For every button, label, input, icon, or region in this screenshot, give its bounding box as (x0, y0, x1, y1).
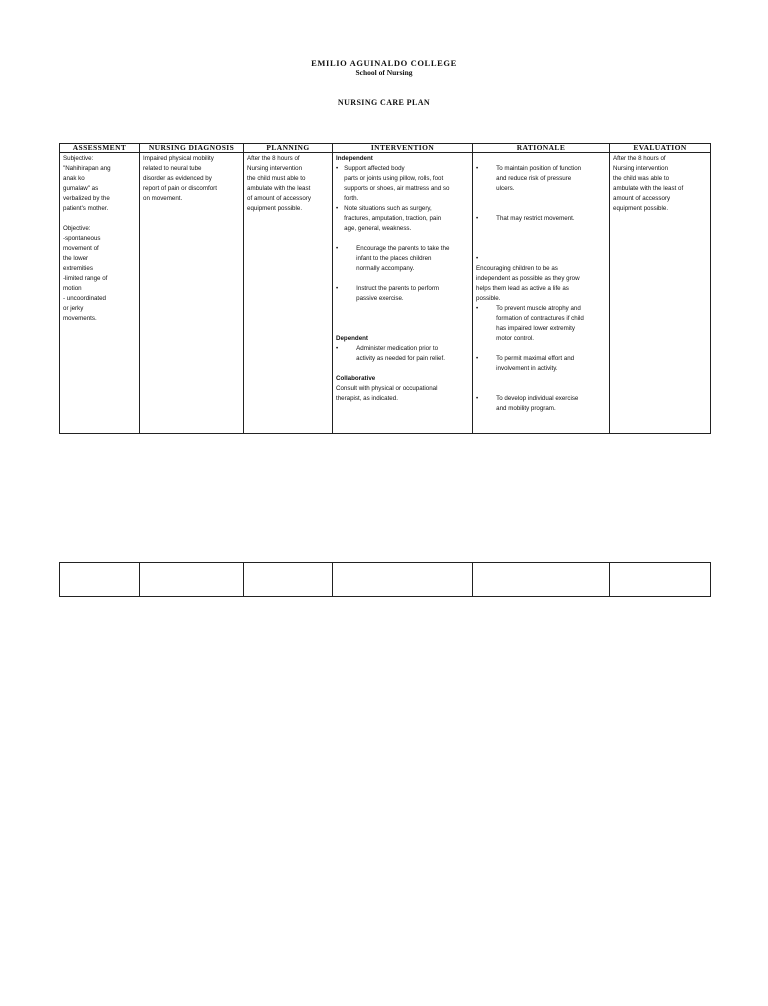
blank-cell (333, 563, 473, 597)
text-line: After the 8 hours of (247, 155, 300, 162)
evaluation-text (613, 154, 707, 214)
text-line: patient's mother. (63, 205, 109, 212)
text-line: the child must able to (247, 175, 306, 182)
text-line: disorder as evidenced by (143, 175, 212, 182)
rationale-item (476, 214, 606, 224)
table-header-row (60, 144, 711, 153)
text-line: therapist, as indicated. (336, 395, 398, 402)
text-line: -limited range of (63, 275, 108, 282)
text-line: fractures, amputation, traction, pain (344, 215, 442, 222)
bullet-icon: • (336, 345, 339, 352)
diagnosis-cell (140, 153, 244, 434)
text-line: After the 8 hours of (613, 155, 666, 162)
bullet-icon: • (476, 305, 479, 312)
text-line: infant to the places children (356, 255, 432, 262)
college-name: EMILIO AGUINALDO COLLEGE (311, 58, 457, 68)
blank-table-row (59, 562, 711, 597)
care-plan-title: NURSING CARE PLAN (337, 98, 431, 107)
nursing-care-plan-table (59, 143, 711, 434)
text-line: involvement in activity. (496, 365, 558, 372)
intervention-item (336, 284, 469, 304)
planning-text (247, 154, 329, 214)
text-line: verbalized by the (63, 195, 110, 202)
evaluation-cell (610, 153, 711, 434)
rationale-item (476, 254, 606, 304)
rationale-item (476, 304, 606, 344)
text-line: possible. (476, 295, 501, 302)
text-line: passive exercise. (356, 295, 404, 302)
table-row (60, 153, 711, 434)
text-line: formation of contractures if child (496, 315, 584, 322)
text-line: -spontaneous (63, 235, 101, 242)
text-line: gumalaw" as (63, 185, 99, 192)
rationale-item (476, 354, 606, 374)
text-line: Impaired physical mobility (143, 155, 214, 162)
text-line: Consult with physical or occupational (336, 385, 438, 392)
intervention-item (336, 244, 469, 274)
text-line: movements. (63, 315, 97, 322)
blank-cell (473, 563, 610, 597)
text-line: equipment possible. (247, 205, 303, 212)
text-line: of amount of accessory (247, 195, 311, 202)
text-line: or jerky (63, 305, 84, 312)
text-line: and reduce risk of pressure (496, 175, 572, 182)
dependent-label: Dependent (336, 335, 368, 342)
bullet-icon: • (476, 255, 479, 262)
text-line: ambulate with the least (247, 185, 311, 192)
text-line: independent as possible as they grow (476, 275, 580, 282)
text-line: extremities (63, 265, 93, 272)
blank-cell (60, 563, 140, 597)
text-line: To maintain position of function (496, 165, 582, 172)
text-line: related to neural tube (143, 165, 202, 172)
text-line: amount of accessory (613, 195, 671, 202)
diagnosis-text (143, 154, 240, 204)
text-line: Nursing intervention (613, 165, 669, 172)
subjective-label: Subjective: (63, 155, 94, 162)
text-line: Encourage the parents to take the (356, 245, 450, 252)
rationale-item (476, 164, 606, 194)
rationale-cell (473, 153, 610, 434)
text-line: movement of (63, 245, 99, 252)
col-intervention: INTERVENTION (333, 144, 473, 153)
text-line: the lower (63, 255, 89, 262)
text-line: and mobility program. (496, 405, 556, 412)
text-line: helps them lead as active a life as (476, 285, 569, 292)
bullet-icon: • (476, 355, 479, 362)
intervention-item (336, 164, 469, 204)
col-planning: PLANNING (244, 144, 333, 153)
text-line: age, general, weakness. (344, 225, 412, 232)
bullet-icon: • (476, 215, 479, 222)
text-line: Instruct the parents to perform (356, 285, 440, 292)
col-assessment: ASSESSMENT (60, 144, 140, 153)
text-line: equipment possible. (613, 205, 669, 212)
text-line: Note situations such as surgery, (344, 205, 432, 212)
bullet-icon: • (336, 285, 339, 292)
intervention-item (336, 344, 469, 364)
text-line: Support affected body (344, 165, 405, 172)
text-line: ambulate with the least of (613, 185, 684, 192)
text-line: the child was able to (613, 175, 670, 182)
objective-text (63, 234, 136, 324)
text-line: motor control. (496, 335, 534, 342)
blank-cell (610, 563, 711, 597)
collaborative-label: Collaborative (336, 375, 376, 382)
text-line: - uncoordinated (63, 295, 106, 302)
bullet-icon: • (476, 395, 479, 402)
text-line: "Nahihirapan ang (63, 165, 111, 172)
text-line: To permit maximal effort and (496, 355, 575, 362)
text-line: Administer medication prior to (356, 345, 439, 352)
text-line: activity as needed for pain relief. (356, 355, 445, 362)
text-line: To develop individual exercise (496, 395, 579, 402)
col-rationale: RATIONALE (473, 144, 610, 153)
rationale-item (476, 394, 606, 414)
subjective-text (63, 164, 136, 214)
text-line: To prevent muscle atrophy and (496, 305, 581, 312)
intervention-cell (333, 153, 473, 434)
bullet-icon: • (336, 165, 339, 172)
text-line: parts or joints using pillow, rolls, foot (344, 175, 444, 182)
school-name: School of Nursing (355, 68, 413, 77)
bullet-icon: • (336, 205, 339, 212)
text-line: ulcers. (496, 185, 515, 192)
assessment-cell (60, 153, 140, 434)
intervention-item (336, 204, 469, 234)
intervention-item (336, 384, 469, 404)
text-line: forth. (344, 195, 359, 202)
blank-cell (244, 563, 333, 597)
planning-cell (244, 153, 333, 434)
blank-cell (140, 563, 244, 597)
objective-label: Objective: (63, 225, 91, 232)
table-row (60, 563, 711, 597)
col-evaluation: EVALUATION (610, 144, 711, 153)
bullet-icon: • (336, 245, 339, 252)
text-line: on movement. (143, 195, 183, 202)
bullet-icon: • (476, 165, 479, 172)
text-line: Nursing intervention (247, 165, 303, 172)
text-line: normally accompany. (356, 265, 415, 272)
text-line: report of pain or discomfort (143, 185, 217, 192)
text-line: anak ko (63, 175, 85, 182)
col-nursing-diagnosis: NURSING DIAGNOSIS (140, 144, 244, 153)
text-line: has impaired lower extremity (496, 325, 575, 332)
text-line: Encouraging children to be as (476, 265, 558, 272)
text-line: supports or shoes, air mattress and so (344, 185, 450, 192)
independent-label: Independent (336, 155, 373, 162)
text-line: motion (63, 285, 82, 292)
text-line: That may restrict movement. (496, 215, 575, 222)
